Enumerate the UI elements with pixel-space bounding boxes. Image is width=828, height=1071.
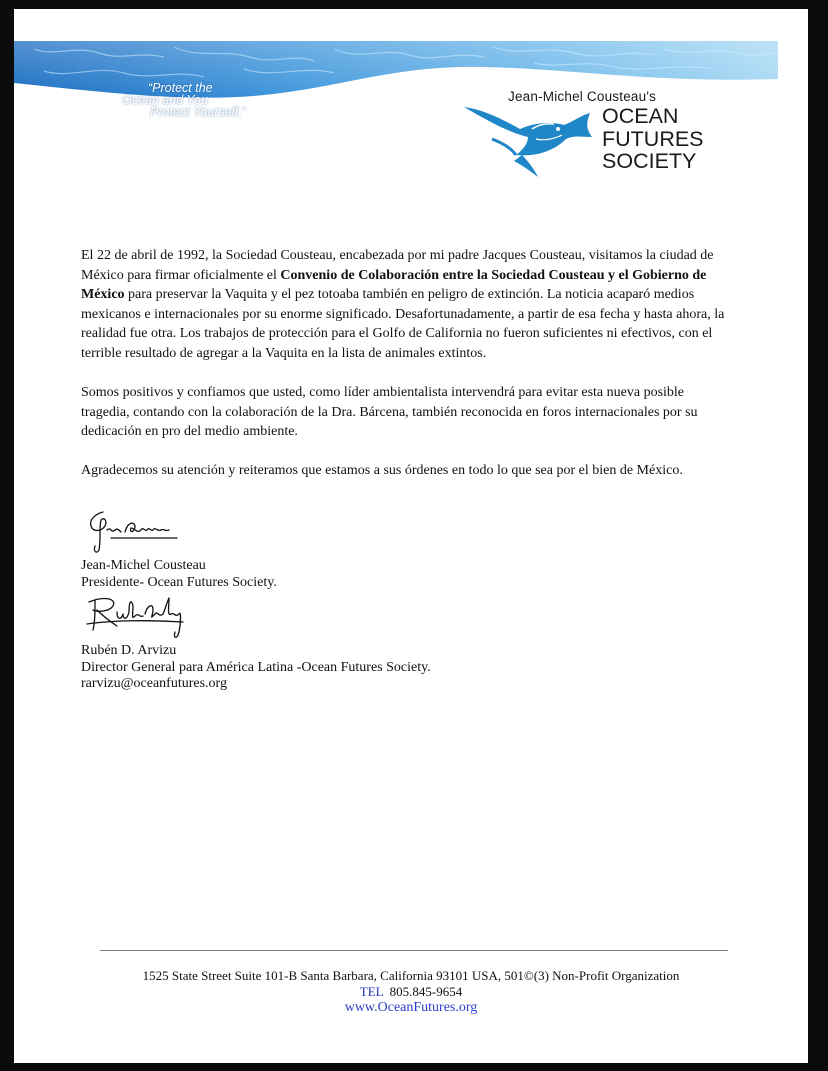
signature-arvizu xyxy=(83,592,203,644)
tagline-line: Ocean and You xyxy=(122,93,208,107)
paragraph-2: Somos positivos y confiamos que usted, como líder ambientalista intervendrá para evitar esta nueva posible tragedia, contando con la colaboración de la Dra. Bárcena, también reconocida en foros internacionales por su dedicación en pro del medio ambiente. xyxy=(81,385,698,440)
logo-heading: Jean-Michel Cousteau's xyxy=(508,89,657,104)
signatory-name: Rubén D. Arvizu xyxy=(81,643,177,658)
logo-wordmark xyxy=(602,105,704,173)
tagline-line: “Protect the xyxy=(148,81,213,95)
footer-phone xyxy=(14,984,808,1000)
ocean-futures-logo xyxy=(462,89,704,179)
tagline-line: Protect Yourself.” xyxy=(150,105,246,119)
logo-word: FUTURES xyxy=(602,126,704,151)
footer-divider xyxy=(100,950,728,951)
phone-label: TEL xyxy=(359,984,384,999)
logo-word: OCEAN xyxy=(602,104,679,128)
logo-word: SOCIETY xyxy=(602,149,697,173)
signatory-1 xyxy=(81,558,277,591)
tagline xyxy=(122,82,246,118)
paragraph-1-rest: para preservar la Vaquita y el pez totoaba también en peligro de extinción. La noticia acaparó medios mexicanos e internacionales por su enorme significado. Desafortunadamente, a partir de esa fecha y hasta ahora, la realidad fue otra. Los trabajos de protección para el Golfo de California no fueron suficientes ni efectivos, con el terrible resultado de agregar a la Vaquita en la lista de animales extintos. xyxy=(81,287,725,361)
fish-icon xyxy=(462,99,602,179)
paragraph-3: Agradecemos su atención y reiteramos que estamos a sus órdenes en todo lo que sea por el bien de México. xyxy=(81,463,683,479)
signatory-name: Jean-Michel Cousteau xyxy=(81,558,206,573)
footer xyxy=(14,968,808,1016)
phone-number: 805.845-9654 xyxy=(389,984,463,999)
letter-page xyxy=(14,9,808,1063)
signature-cousteau xyxy=(81,506,191,556)
signatory-title: Director General para América Latina -Ocean Futures Society. xyxy=(81,659,431,675)
signatory-2 xyxy=(81,643,431,693)
signatory-email[interactable]: rarvizu@oceanfutures.org xyxy=(81,676,227,691)
footer-address: 1525 State Street Suite 101-B Santa Barbara, California 93101 USA, 501©(3) Non-Profit Organization xyxy=(142,968,680,983)
letter-body xyxy=(81,246,731,500)
paragraph-1-intro: El 22 de abril de 1992, la Sociedad Cousteau, encabezada por mi padre Jacques Cousteau, visitamos la ciudad de México para firmar oficialmente el xyxy=(81,248,714,283)
agreement-name: Convenio de Colaboración entre la Sociedad Cousteau y el Gobierno de México xyxy=(81,267,707,303)
website-link[interactable]: www.OceanFutures.org xyxy=(344,1000,478,1015)
signatory-title: Presidente- Ocean Futures Society. xyxy=(81,574,277,590)
paragraph-1 xyxy=(81,246,731,364)
